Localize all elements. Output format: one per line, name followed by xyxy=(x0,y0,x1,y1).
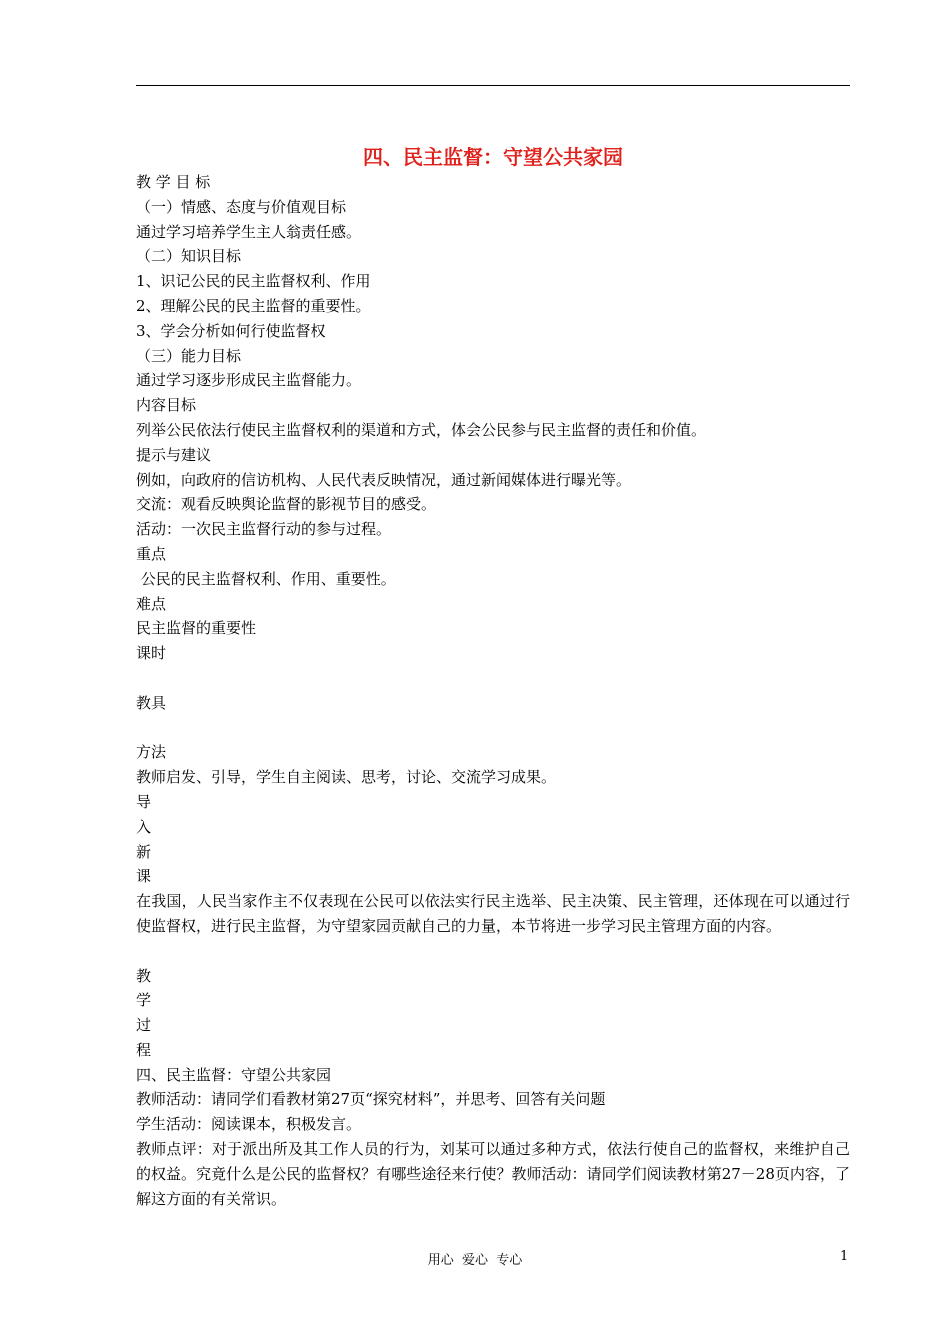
teacher-comment-paragraph: 教师点评：对于派出所及其工作人员的行为，刘某可以通过多种方式，依法行使自己的监督权，来维护自己的权益。究竟什么是公民的监督权？有哪些途径来行使？教师活动：请同学们阅读教材第27－28页内容，了解这方面的有关常识。 xyxy=(136,1140,850,1208)
vertical-heading-char: 新 xyxy=(136,842,152,861)
body-line: 公民的民主监督权利、作用、重要性。 xyxy=(136,569,396,588)
document-body xyxy=(136,170,850,1211)
section-heading-teaching-aids: 教具 xyxy=(136,693,167,712)
body-line: 活动：一次民主监督行动的参与过程。 xyxy=(136,520,392,539)
body-line: 列举公民依法行使民主监督权利的渠道和方式，体会公民参与民主监督的责任和价值。 xyxy=(136,420,707,439)
subheading-knowledge-goals: （二）知识目标 xyxy=(136,247,242,266)
section-heading-key-points: 重点 xyxy=(136,544,167,563)
vertical-heading-char: 入 xyxy=(136,817,152,836)
header-rule xyxy=(136,85,850,86)
body-line: 通过学习逐步形成民主监督能力。 xyxy=(136,371,362,390)
vertical-heading-char: 过 xyxy=(136,1016,152,1035)
subheading-ability-goals: （三）能力目标 xyxy=(136,346,242,365)
body-line: 教师启发、引导，学生自主阅读、思考，讨论、交流学习成果。 xyxy=(136,768,557,787)
section-heading-tips: 提示与建议 xyxy=(136,445,212,464)
section-heading-objectives: 教 学 目 标 xyxy=(136,173,211,191)
body-line: 通过学习培养学生主人翁责任感。 xyxy=(136,222,362,241)
body-line: 民主监督的重要性 xyxy=(136,619,257,638)
page-footer xyxy=(0,1249,950,1269)
blank-line xyxy=(136,666,850,691)
vertical-heading-char: 学 xyxy=(136,991,152,1010)
list-item: 2、理解公民的民主监督的重要性。 xyxy=(136,296,371,315)
body-line: 教师活动：请同学们看教材第27页“探究材料”，并思考、回答有关问题 xyxy=(136,1090,606,1109)
vertical-heading-char: 导 xyxy=(136,792,152,811)
intro-paragraph: 在我国，人民当家作主不仅表现在公民可以依法实行民主选举、民主决策、民主管理，还体现在可以通过行使监督权，进行民主监督，为守望家园贡献自己的力量，本节将进一步学习民主管理方面的内容。 xyxy=(136,892,850,935)
section-heading-content-goals: 内容目标 xyxy=(136,396,197,415)
blank-line xyxy=(136,939,850,964)
body-line: 学生活动：阅读课本，积极发言。 xyxy=(136,1115,362,1134)
section-heading-methods: 方法 xyxy=(136,743,167,762)
section-heading-class-hours: 课时 xyxy=(136,644,167,663)
vertical-heading-char: 课 xyxy=(136,867,152,886)
body-line: 交流：观看反映舆论监督的影视节目的感受。 xyxy=(136,495,437,514)
blank-line xyxy=(136,716,850,741)
subheading-emotion-goals: （一）情感、态度与价值观目标 xyxy=(136,197,347,216)
body-line: 例如，向政府的信访机构、人民代表反映情况，通过新闻媒体进行曝光等。 xyxy=(136,470,632,489)
page-number: 1 xyxy=(840,1249,849,1264)
document-title: 四、民主监督：守望公共家园 xyxy=(363,145,623,169)
section-heading-lesson: 四、民主监督：守望公共家园 xyxy=(136,1065,332,1084)
footer-motto: 用心 爱心 专心 xyxy=(427,1253,523,1268)
list-item: 3、学会分析如何行使监督权 xyxy=(136,321,326,340)
list-item: 1、识记公民的民主监督权利、作用 xyxy=(136,272,371,291)
section-heading-difficulties: 难点 xyxy=(136,594,167,613)
vertical-heading-char: 程 xyxy=(136,1040,152,1059)
vertical-heading-char: 教 xyxy=(136,966,152,985)
